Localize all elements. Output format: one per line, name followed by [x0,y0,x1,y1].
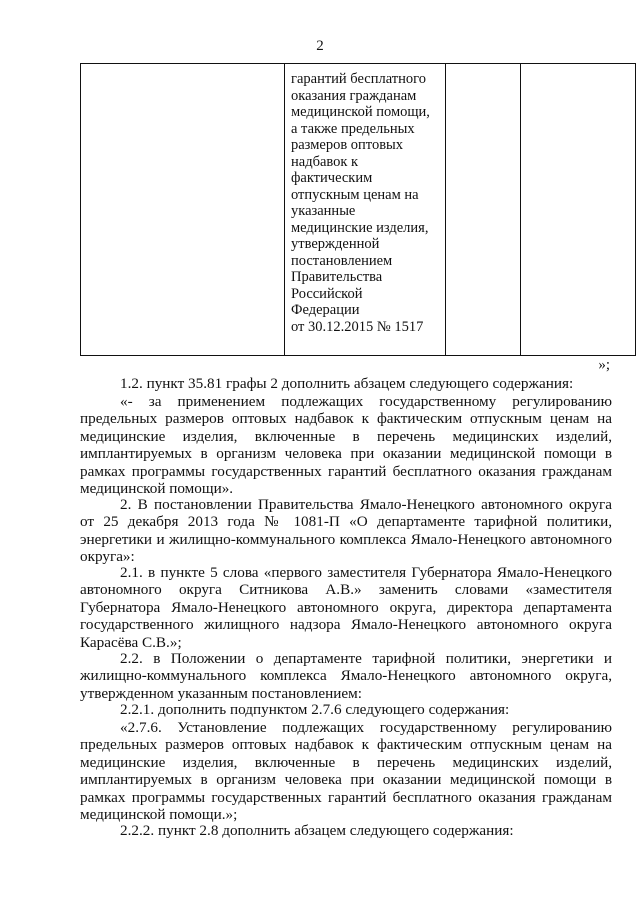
table-cell-line: Российской [291,285,363,302]
paragraph-2-2-2: 2.2.2. пункт 2.8 дополнить абзацем следующего содержания: [120,822,514,839]
paragraph-2-2: 2.2. в Положении о департаменте тарифной политики, энергетики и жилищно-коммунального комплекса Ямало-Ненецкого автономного округа, утвержденном указанным постановлением: [80,650,612,702]
table-cell-line: фактическим [291,170,373,186]
table-cell-line: медицинской помощи, [291,104,430,120]
table-cell-line: медицинские изделия, [291,219,429,236]
table-cell-line: указанные [291,203,356,219]
table-cell-line: Правительства [291,269,383,285]
page-number: 2 [316,38,324,54]
closing-quote: »; [598,357,610,373]
table-cell-line: постановлением [291,252,393,269]
paragraph-2-1: 2.1. в пункте 5 слова «первого заместителя Губернатора Ямало-Ненецкого автономного округа Ситникова А.В.» заменить словами «заместителя Губернатора Ямало-Ненецкого автономного округа, директора департамента государственного жилищного надзора Ямало-Ненецкого автономного округа Карасёва С.В.»; [80,564,612,651]
table-cell-1 [81,64,285,356]
continuation-table [80,63,636,356]
paragraph-quote-2-7-6: «2.7.6. Установление подлежащих государственному регулированию предельных размеров оптовых надбавок к фактическим отпускным ценам на медицинские изделия, включенные в перечень медицинских изделий, имплантируемых в организм человека при оказании медицинской помощи в рамках программы государственных гарантий бесплатного оказания гражданам медицинской помощи.»; [80,719,612,824]
table-cell-3 [446,64,521,356]
table-cell-line: гарантий бесплатного [291,71,426,87]
table-cell-line: надбавок к [291,153,359,170]
table-cell-line: а также предельных [291,120,415,137]
table-cell-line: Федерации [291,302,360,318]
table-cell-line: утвержденной [291,236,380,252]
table-cell-line: оказания гражданам [291,87,417,104]
paragraph-quote-35-81: «- за применением подлежащих государственному регулированию предельных размеров оптовых надбавок к фактическим отпускным ценам на медицинские изделия, включенные в перечень медицинских изделий, имплантируемых в организм человека при оказании медицинской помощи в рамках программы государственных гарантий бесплатного оказания гражданам медицинской помощи». [80,393,612,498]
table-cell-4 [521,64,636,356]
paragraph-2-2-1: 2.2.1. дополнить подпунктом 2.7.6 следующего содержания: [120,701,510,718]
table-cell-line: размеров оптовых [291,137,404,153]
table-row [81,64,636,356]
table-cell-line: отпускным ценам на [291,186,419,203]
table-cell-2 [285,64,446,356]
paragraph-1-2: 1.2. пункт 35.81 графы 2 дополнить абзацем следующего содержания: [120,375,574,392]
table-cell-text [285,64,445,335]
paragraph-2: 2. В постановлении Правительства Ямало-Ненецкого автономного округа от 25 декабря 2013 года № 1081-П «О департаменте тарифной политики, энергетики и жилищно-коммунального комплекса Ямало-Ненецкого автономного округа»: [80,496,612,566]
table-cell-line: от 30.12.2015 № 1517 [291,318,424,335]
